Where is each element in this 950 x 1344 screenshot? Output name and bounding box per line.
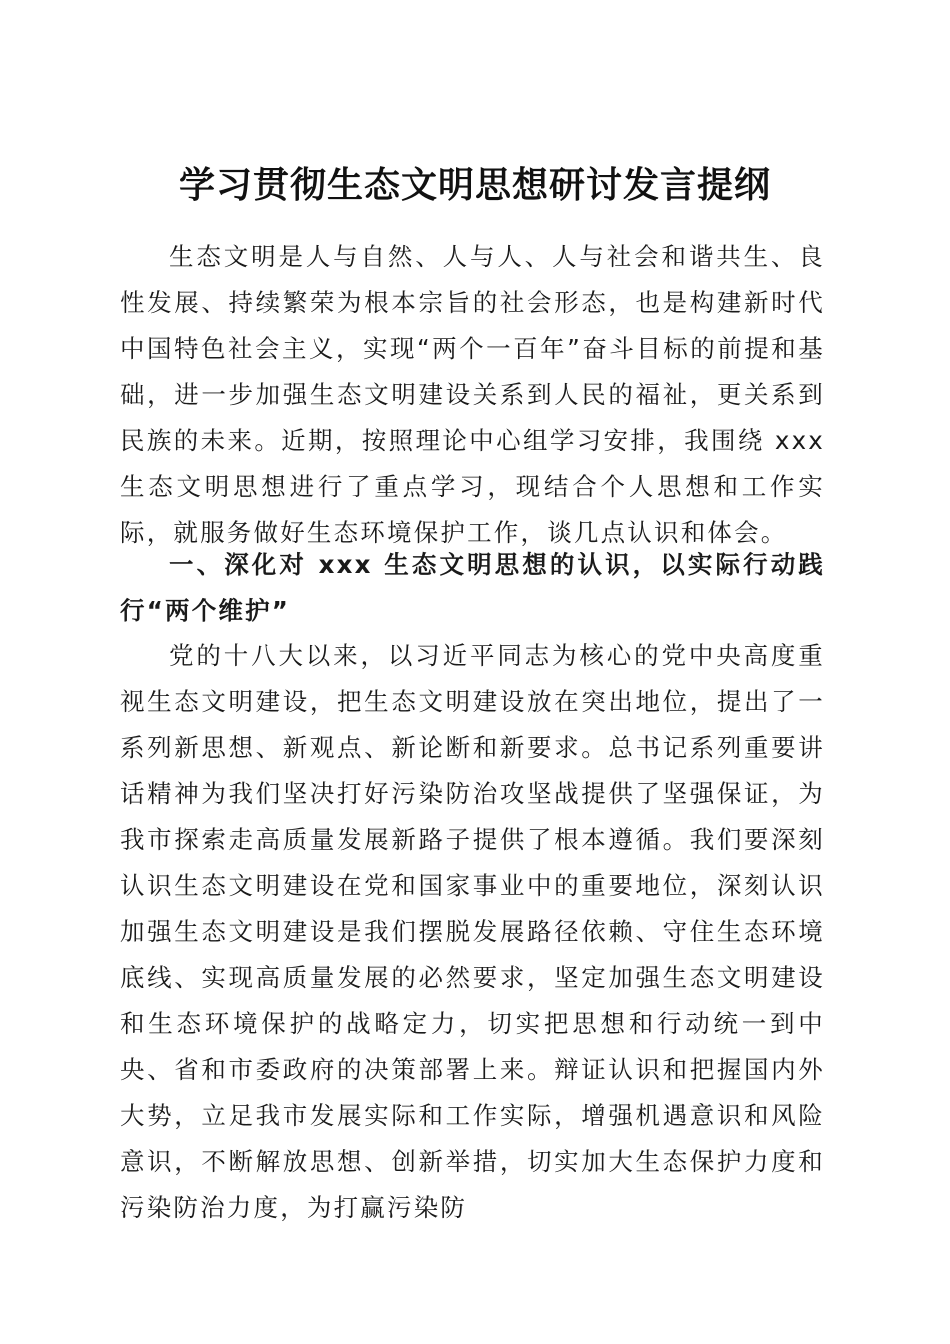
section-heading-1: 一、深化对 xxx 生态文明思想的认识，以实际行动践行“两个维护” — [120, 550, 825, 625]
intro-paragraph-block — [120, 234, 825, 556]
intro-paragraph: 生态文明是人与自然、人与人、人与社会和谐共生、良性发展、持续繁荣为根本宗旨的社会形态，也是构建新时代中国特色社会主义，实现“两个一百年”奋斗目标的前提和基础，进一步加强生态文明建设关系到人民的福祉，更关系到民族的未来。近期，按照理论中心组学习安排，我围绕 xxx 生态文明思想进行了重点学习，现结合个人思想和工作实际，就服务做好生态环境保护工作，谈几点认识和体会。 — [120, 242, 825, 547]
section-body-block — [120, 633, 825, 1231]
section-heading-block — [120, 542, 825, 634]
document-title: 学习贯彻生态文明思想研讨发言提纲 — [178, 164, 771, 207]
section-body-paragraph: 党的十八大以来，以习近平同志为核心的党中央高度重视生态文明建设，把生态文明建设放在突出地位，提出了一系列新思想、新观点、新论断和新要求。总书记系列重要讲话精神为我们坚决打好污染防治攻坚战提供了坚强保证，为我市探索走高质量发展新路子提供了根本遵循。我们要深刻认识生态文明建设在党和国家事业中的重要地位，深刻认识加强生态文明建设是我们摆脱发展路径依赖、守住生态环境底线、实现高质量发展的必然要求，坚定加强生态文明建设和生态环境保护的战略定力，切实把思想和行动统一到中央、省和市委政府的决策部署上来。辩证认识和把握国内外大势，立足我市发展实际和工作实际，增强机遇意识和风险意识，不断解放思想、创新举措，切实加大生态保护力度和污染防治力度，为打赢污染防 — [120, 641, 825, 1222]
